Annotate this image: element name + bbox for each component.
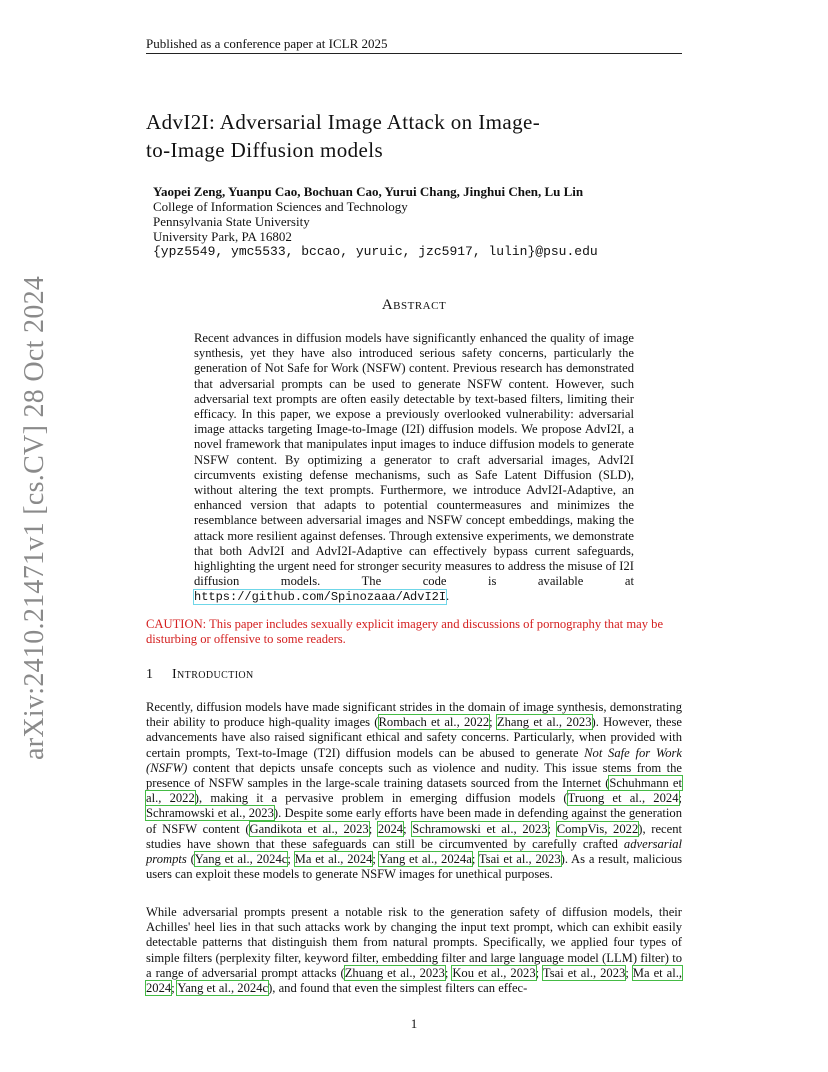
citation-link[interactable]: Yang et al., 2024c <box>194 852 288 867</box>
abstract-text: Recent advances in diffusion models have significantly enhanced the quality of image synthesis, yet they have also introduced serious safety concerns, particularly the generation of Not Safe for Work (NSFW) content. Previous research has demonstrated that adversarial prompts can be used to generate NSFW content. However, such adversarial text prompts are often easily detectable by text-based filters, limiting their efficacy. In this paper, we expose a previously overlooked vulnerability: adversarial image attacks targeting Image-to-Image (I2I) diffusion models. We propose AdvI2I, a novel framework that manipulates input images to induce diffusion models to generate NSFW content. By optimizing a generator to craft adversarial images, AdvI2I circumvents existing defense mechanisms, such as Safe Latent Diffusion (SLD), without altering the text prompts. Furthermore, we introduce AdvI2I-Adaptive, an enhanced version that adapts to potential countermeasures and minimizes the resemblance between adversarial images and NSFW concept embeddings, making the attack more resilient against defenses. Through extensive experiments, we demonstrate that both AdvI2I and AdvI2I-Adaptive can effectively bypass current safeguards, highlighting the urgent need for stronger security measures to address the misuse of I2I diffusion models. The code is available at <box>194 331 634 589</box>
text-run: ; <box>403 821 413 836</box>
citation-link[interactable]: CompVis, 2022 <box>556 821 639 836</box>
citation-link[interactable]: Tsai et al., 2023 <box>478 852 561 867</box>
paper-title <box>146 108 686 164</box>
affiliation-university: Pennsylvania State University <box>153 214 310 229</box>
author-list: Yaopei Zeng, Yuanpu Cao, Bochuan Cao, Yurui Chang, Jinghui Chen, Lu Lin <box>153 184 584 199</box>
citation-link[interactable]: Yang et al., 2024c <box>177 981 269 996</box>
text-run: ), making it a pervasive problem in emerging diffusion models ( <box>194 791 568 806</box>
text-run: ; <box>678 791 682 806</box>
citation-link[interactable]: Schramowski et al., 2023 <box>412 821 548 836</box>
citation-link[interactable]: Tsai et al., 2023 <box>542 965 626 980</box>
citation-link[interactable]: Zhang et al., 2023 <box>496 715 592 730</box>
affiliation-college: College of Information Sciences and Technology <box>153 199 408 214</box>
citation-link[interactable]: Ma et al., 2024 <box>294 852 373 867</box>
citation-link[interactable]: Ma et al., 2024 <box>146 965 683 996</box>
citation-link[interactable]: 2024 <box>377 821 404 836</box>
text-run: ; <box>547 821 557 836</box>
abstract-heading <box>146 297 682 314</box>
caution-notice: CAUTION: This paper includes sexually explicit imagery and discussions of pornography that may be disturbing or offensive to some readers. <box>146 617 664 647</box>
citation-link[interactable]: Zhuang et al., 2023 <box>344 965 445 980</box>
text-run: ; <box>171 981 178 996</box>
section-title: Introduction <box>172 667 254 682</box>
abstract-end-period: . <box>446 589 450 604</box>
text-run: Recently, diffusion models have made significant strides in the domain of image synthesis, demonstrating their ability to produce high-quality images ( <box>146 700 682 730</box>
text-run: ). As a result, malicious users can exploit these models to generate NSFW images for unethical purposes. <box>146 852 683 882</box>
abstract-heading-text: Abstract <box>381 297 447 313</box>
text-run: content that depicts unsafe concepts such as violence and nudity. This issue stems from the presence of NSFW samples in the large-scale training datasets sourced from the Internet ( <box>146 760 682 791</box>
text-run: ( <box>186 852 195 867</box>
text-run: ; <box>625 965 633 980</box>
citation-link[interactable]: Schramowski et al., 2023 <box>146 806 274 821</box>
text-run: While adversarial prompts present a notable risk to the generation safety of diffusion models, their Achilles' heel lies in that such attacks work by changing the input text prompt, which can exhibit easily detectable patterns that distinguish them from natural prompts. Specifically, we applied four types of simple filters (perplexity filter, keyword filter, embedding filter and large language model (LLM) filter) to a range of adversarial prompt attacks ( <box>146 905 682 980</box>
emphasis-text: adversarial prompts <box>146 836 682 867</box>
section-heading <box>146 667 254 683</box>
citation-link[interactable]: Schuhmann et al., 2022 <box>146 776 682 806</box>
text-run: ; <box>489 715 497 730</box>
arxiv-identifier[interactable]: arXiv:2410.21471v1 [cs.CV] 28 Oct 2024 <box>19 275 50 760</box>
author-emails: {ypz5549, ymc5533, bccao, yuruic, jzc5917, lulin}@psu.edu <box>153 244 598 259</box>
text-run: ; <box>368 821 378 836</box>
text-run: ; <box>535 965 543 980</box>
text-run: ; <box>471 852 479 867</box>
citation-link[interactable]: Gandikota et al., 2023 <box>249 821 369 836</box>
text-run: ), recent studies have shown that these safeguards can still be circumvented by carefully crafted <box>146 821 683 851</box>
citation-link[interactable]: Kou et al., 2023 <box>452 965 536 980</box>
intro-paragraph-2 <box>146 905 682 996</box>
text-run: ; <box>372 852 380 867</box>
code-link[interactable]: https://github.com/Spinozaaa/AdvI2I <box>194 590 447 605</box>
citation-link[interactable]: Truong et al., 2024 <box>567 791 679 806</box>
citation-link[interactable]: Rombach et al., 2022 <box>378 715 490 730</box>
intro-paragraph-1 <box>146 700 682 882</box>
title-line-2: to-Image Diffusion models <box>146 138 384 162</box>
text-run: ; <box>287 852 295 867</box>
abstract-body <box>194 331 634 606</box>
text-run: ), and found that even the simplest filters can effec- <box>268 981 528 996</box>
text-run: ; <box>444 965 453 980</box>
affiliation-address: University Park, PA 16802 <box>153 229 292 244</box>
section-number: 1 <box>146 667 154 682</box>
running-header: Published as a conference paper at ICLR 2025 <box>146 36 388 51</box>
text-run: ). Despite some early efforts have been made in defending against the generation of NSFW content ( <box>146 806 682 836</box>
header-rule <box>146 53 682 54</box>
title-line-1: AdvI2I: Adversarial Image Attack on Image- <box>146 110 541 134</box>
text-run: ). However, these advancements have also raised significant ethical and safety concerns. Particularly, when provided with certain prompts, Text-to-Image (T2I) diffusion models can be abused to generate <box>146 715 683 760</box>
page-number: 1 <box>410 1016 418 1031</box>
citation-link[interactable]: Yang et al., 2024a <box>379 852 472 867</box>
emphasis-text: Not Safe for Work (NSFW) <box>146 745 682 775</box>
